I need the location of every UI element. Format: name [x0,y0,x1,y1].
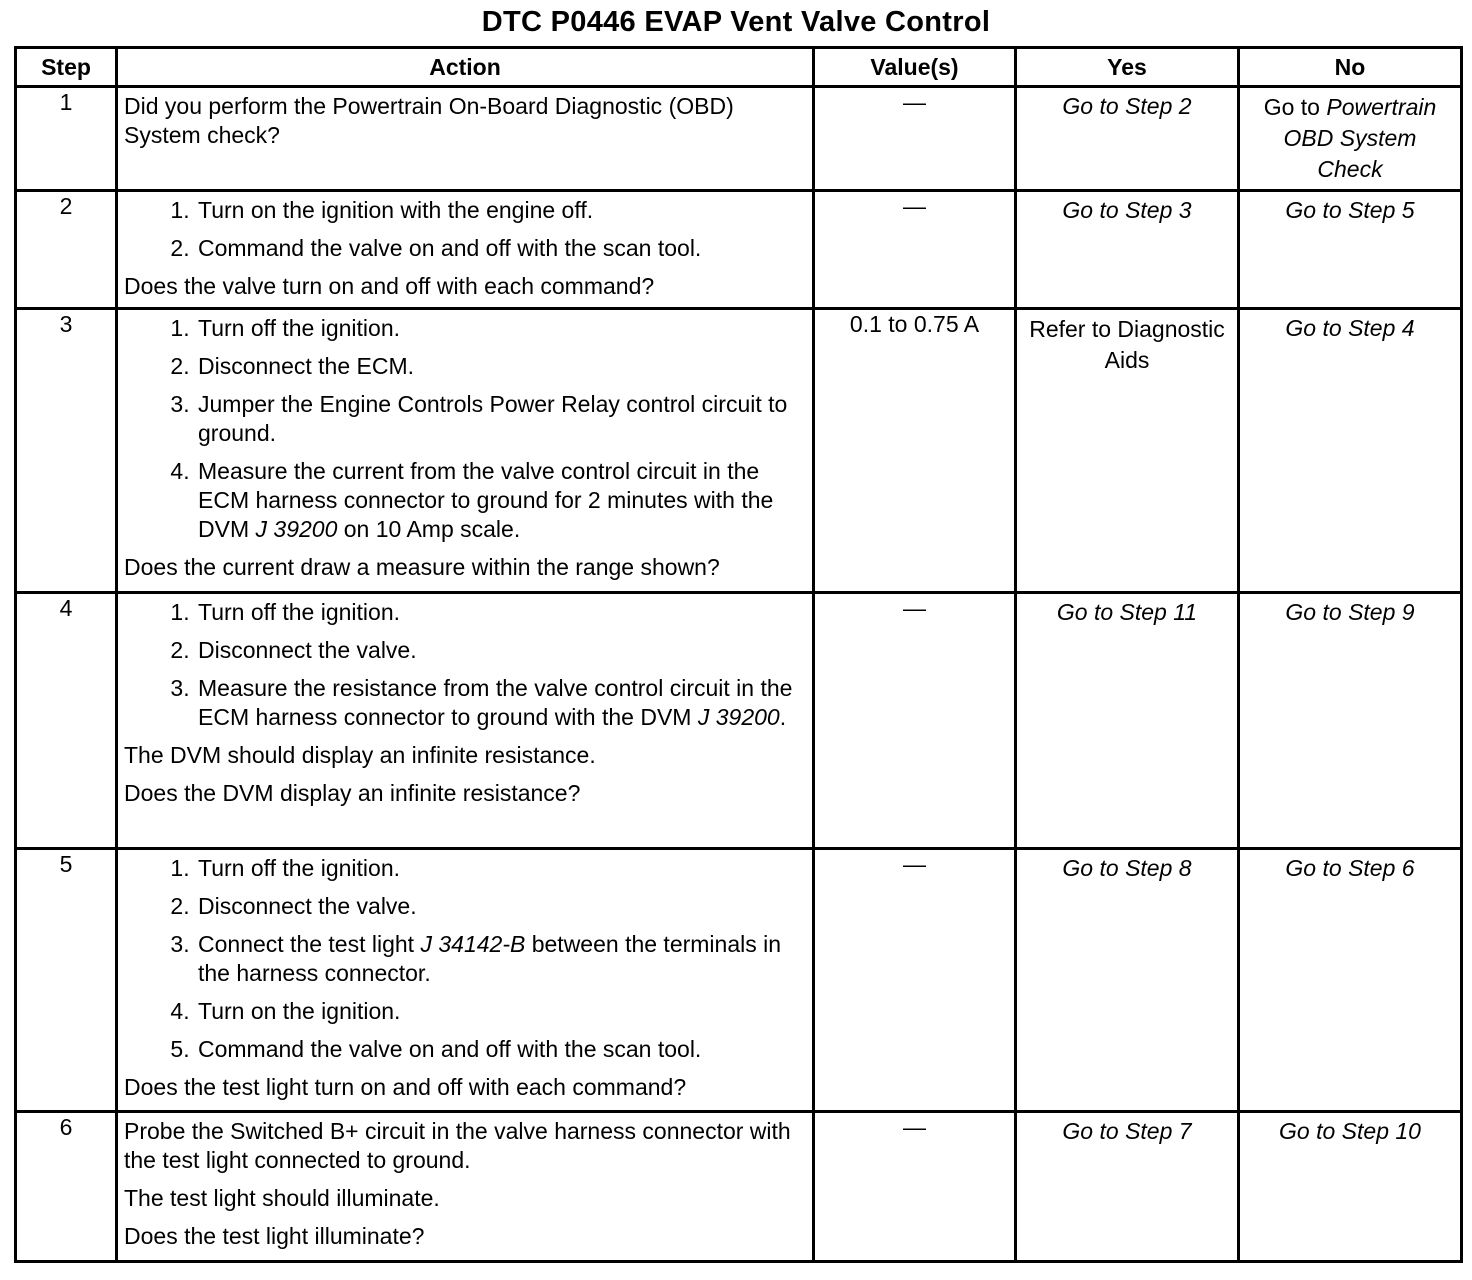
table-row [16,849,1462,1112]
procedure-step [196,930,806,988]
procedure-text: Measure the current from the valve control circuit in the ECM harness connector to ground for 2 minutes with the DVM [198,458,774,542]
action-cell [117,309,814,593]
step-number: 1 [16,87,117,191]
no-prefix: Go to [1263,94,1320,120]
action-cell [117,87,814,191]
value-cell: — [814,1112,1016,1262]
procedure-step: 1. Turn off the ignition. [196,854,806,883]
table-row [16,309,1462,593]
value-cell: — [814,87,1016,191]
diagnostic-table [14,46,1463,1263]
action-question: Does the valve turn on and off with each command? [124,273,655,299]
yes-cell: Refer to Diagnostic Aids [1016,309,1239,593]
table-row [16,191,1462,309]
header-values: Value(s) [814,48,1016,87]
value-cell: — [814,191,1016,309]
yes-cell: Go to Step 2 [1016,87,1239,191]
step-number: 4 [16,593,117,849]
procedure-text: . [779,704,787,730]
tool-reference: J 34142-B [420,931,526,957]
action-question: Does the test light turn on and off with each command? [124,1074,687,1100]
header-yes: Yes [1016,48,1239,87]
step-number: 2 [16,191,117,309]
procedure-step: 2. Disconnect the valve. [196,636,806,665]
action-question: Does the DVM display an infinite resistance? [124,780,581,806]
action-instruction: Probe the Switched B+ circuit in the valve harness connector with the test light connected to ground. [124,1118,791,1173]
step-number: 3 [16,309,117,593]
table-row [16,1112,1462,1262]
action-question: Does the test light illuminate? [124,1223,425,1249]
header-step: Step [16,48,117,87]
procedure-step: 1. Turn off the ignition. [196,598,806,627]
step-number: 5 [16,849,117,1112]
table-row [16,593,1462,849]
action-note: The DVM should display an infinite resistance. [124,742,596,768]
action-note: The test light should illuminate. [124,1185,440,1211]
tool-reference: J 39200 [697,704,780,730]
procedure-list [124,314,806,544]
header-no: No [1239,48,1462,87]
action-cell [117,849,814,1112]
action-cell [117,593,814,849]
no-cell: Go to Step 4 [1239,309,1462,593]
procedure-step: 1. Turn on the ignition with the engine off. [196,196,806,225]
procedure-step: 1. Turn off the ignition. [196,314,806,343]
table-row [16,87,1462,191]
no-cell: Go to Step 9 [1239,593,1462,849]
procedure-list [124,854,806,1064]
action-cell [117,191,814,309]
procedure-step [196,457,806,544]
no-reference: Powertrain OBD System Check [1283,94,1437,182]
procedure-step [196,674,806,732]
value-cell: 0.1 to 0.75 A [814,309,1016,593]
yes-cell: Go to Step 3 [1016,191,1239,309]
procedure-step: 4. Turn on the ignition. [196,997,806,1026]
procedure-list [124,598,806,732]
table-header-row [16,48,1462,87]
page-title: DTC P0446 EVAP Vent Valve Control [481,6,991,38]
action-question: Does the current draw a measure within the range shown? [124,554,720,580]
yes-cell: Go to Step 11 [1016,593,1239,849]
step-number: 6 [16,1112,117,1262]
procedure-list [124,196,806,263]
action-question: Did you perform the Powertrain On-Board Diagnostic (OBD) System check? [124,93,734,148]
procedure-text: Connect the test light [198,931,415,957]
value-cell: — [814,593,1016,849]
no-cell: Go to Step 6 [1239,849,1462,1112]
header-action: Action [117,48,814,87]
procedure-step: 5. Command the valve on and off with the scan tool. [196,1035,806,1064]
no-cell: Go to Step 5 [1239,191,1462,309]
procedure-text: between the terminals in the harness connector. [198,931,782,986]
procedure-text: on 10 Amp scale. [343,516,521,542]
procedure-text: Measure the resistance from the valve control circuit in the ECM harness connector to ground with the DVM [198,675,793,730]
no-cell: Go to Step 10 [1239,1112,1462,1262]
procedure-step: 2. Disconnect the ECM. [196,352,806,381]
action-cell [117,1112,814,1262]
value-cell: — [814,849,1016,1112]
procedure-step: 2. Disconnect the valve. [196,892,806,921]
yes-cell: Go to Step 7 [1016,1112,1239,1262]
procedure-step: 2. Command the valve on and off with the scan tool. [196,234,806,263]
tool-reference: J 39200 [255,516,338,542]
no-cell [1239,87,1462,191]
yes-cell: Go to Step 8 [1016,849,1239,1112]
procedure-step: 3. Jumper the Engine Controls Power Relay control circuit to ground. [196,390,806,448]
